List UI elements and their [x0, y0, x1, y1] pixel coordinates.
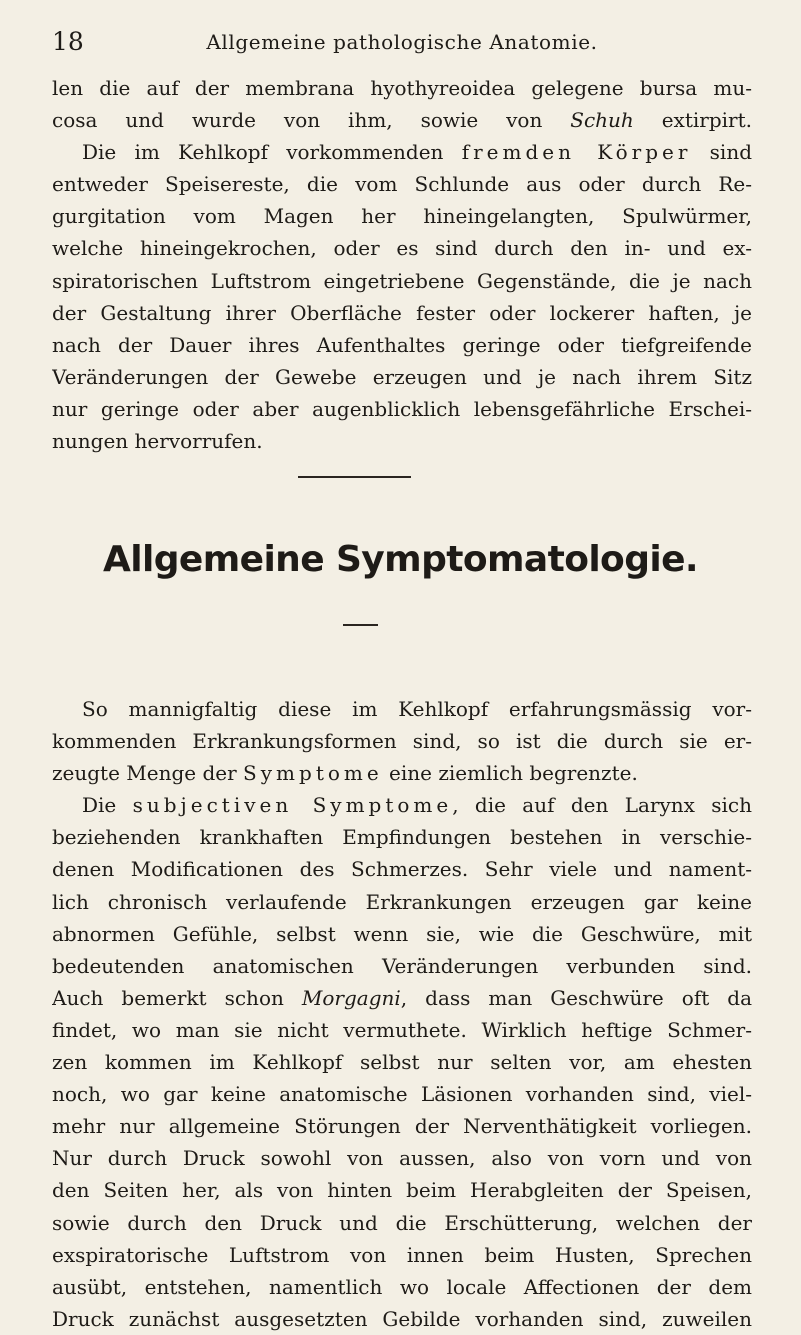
text-line: len die auf der membrana hyothyreoidea gelegene bursa mu-: [52, 76, 752, 100]
text-line: zen kommen im Kehlkopf selbst nur selten vor, am ehesten: [52, 1050, 752, 1075]
author-name-schuh: Schuh: [570, 108, 634, 133]
text-line: Die subjectiven Symptome, die auf den Larynx sich: [82, 793, 752, 818]
text-line: nur geringe oder aber augenblicklich lebensgefährliche Erschei-: [52, 396, 752, 421]
text-line: Die im Kehlkopf vorkommenden fremden Körper sind: [82, 140, 752, 165]
text-line: noch, wo gar keine anatomische Läsionen vorhanden sind, viel-: [52, 1082, 752, 1107]
spaced-term: subjectiven Symptome: [132, 793, 453, 818]
text-line: welche hineingekrochen, oder es sind durch den in- und ex-: [52, 236, 752, 261]
text-line: bedeutenden anatomischen Veränderungen verbunden sind.: [52, 953, 752, 978]
text-line: entweder Speisereste, die vom Schlunde aus oder durch Re-: [52, 172, 752, 197]
spaced-term: fremden Körper: [461, 140, 692, 165]
text-line: Veränderungen der Gewebe erzeugen und je nach ihrem Sitz: [52, 364, 752, 389]
text-line: lich chronisch verlaufende Erkrankungen erzeugen gar keine: [52, 889, 752, 914]
text-line: nungen hervorrufen.: [52, 429, 263, 454]
text-line: findet, wo man sie nicht vermuthete. Wirklich heftige Schmer-: [52, 1017, 752, 1042]
text-line: Nur durch Druck sowohl von aussen, also von vorn und von: [52, 1146, 752, 1171]
section-symptomatology: [52, 693, 752, 1335]
text-line: So mannigfaltig diese im Kehlkopf erfahrungsmässig vor-: [82, 697, 752, 721]
text-line: nach der Dauer ihres Aufenthaltes geringe oder tiefgreifende: [52, 332, 752, 357]
text-line: Druck zunächst ausgesetzten Gebilde vorhanden sind, zuweilen: [52, 1306, 752, 1331]
text-line: cosa und wurde von ihm, sowie von Schuh extirpirt.: [52, 108, 752, 133]
running-title: Allgemeine pathologische Anatomie.: [206, 30, 598, 54]
heading-underline: [343, 624, 378, 626]
text-line: Auch bemerkt schon Morgagni, dass man Geschwüre oft da: [52, 985, 752, 1010]
text-line: mehr nur allgemeine Störungen der Nerventhätigkeit vorliegen.: [52, 1114, 752, 1139]
text-line: exspiratorische Luftstrom von innen beim Husten, Sprechen: [52, 1242, 752, 1267]
text-line: zeugte Menge der Symptome eine ziemlich begrenzte.: [52, 761, 638, 786]
text-line: gurgitation vom Magen her hineingelangten, Spulwürmer,: [52, 204, 752, 229]
section-heading: Allgemeine Symptomatologie.: [102, 539, 698, 580]
spaced-term: Symptome: [243, 761, 383, 786]
page-number: 18: [52, 27, 84, 56]
section-foreign-bodies: [52, 72, 752, 457]
text-line: kommenden Erkrankungsformen sind, so ist die durch sie er-: [52, 729, 752, 754]
text-line: der Gestaltung ihrer Oberfläche fester oder lockerer haften, je: [52, 300, 752, 325]
text-line: spiratorischen Luftstrom eingetriebene Gegenstände, die je nach: [52, 268, 752, 293]
section-divider: [298, 476, 411, 478]
text-line: denen Modificationen des Schmerzes. Sehr viele und nament-: [52, 857, 752, 882]
text-line: beziehenden krankhaften Empfindungen bestehen in verschie-: [52, 825, 752, 850]
text-line: ausübt, entstehen, namentlich wo locale Affectionen der dem: [52, 1274, 752, 1299]
page-header: [52, 27, 752, 61]
author-name-morgagni: Morgagni: [301, 985, 401, 1010]
text-line: sowie durch den Druck und die Erschütterung, welchen der: [52, 1210, 752, 1235]
text-line: den Seiten her, als von hinten beim Herabgleiten der Speisen,: [52, 1178, 752, 1203]
text-line: abnormen Gefühle, selbst wenn sie, wie die Geschwüre, mit: [52, 921, 752, 946]
